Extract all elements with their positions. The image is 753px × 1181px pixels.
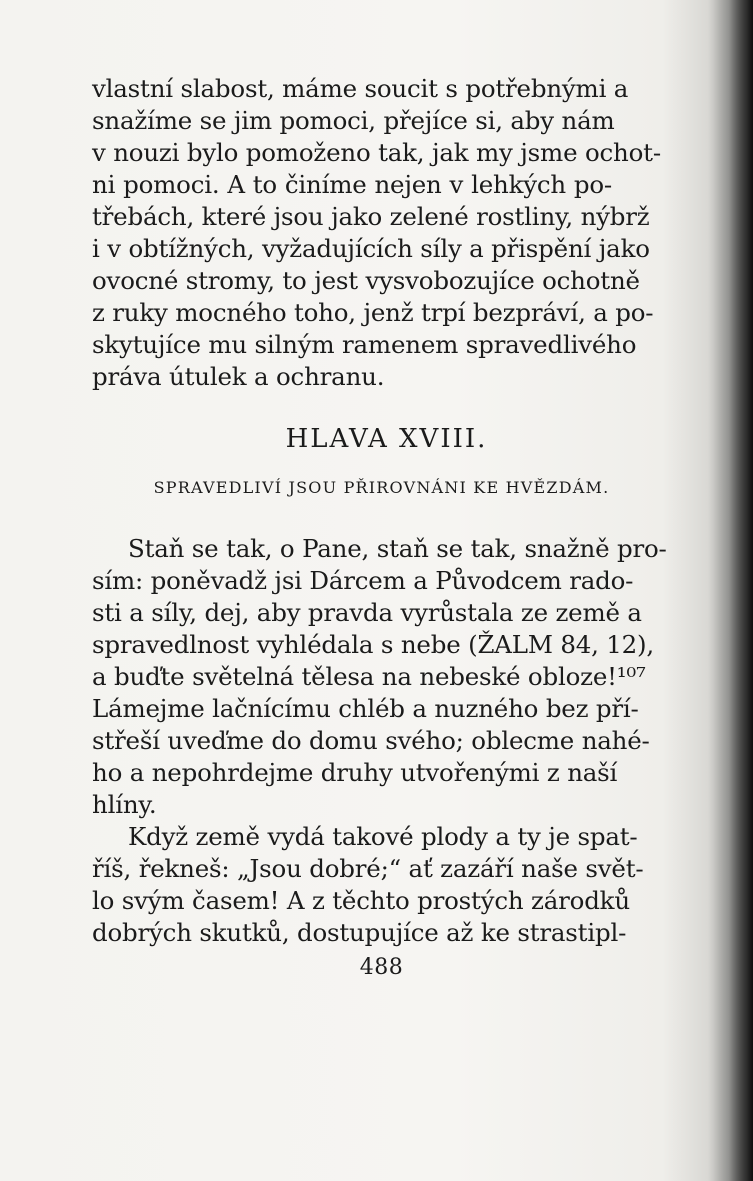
text-line: ni pomoci. A to činíme nejen v lehkých po-	[92, 170, 612, 199]
text-line: říš, řekneš: „Jsou dobré;“ ať zazáří naše svět-	[92, 854, 644, 883]
text-line: lo svým časem! A z těchto prostých zárodků	[92, 886, 630, 915]
chapter-subtitle: SPRAVEDLIVÍ JSOU PŘIROVNÁNI KE HVĚZDÁM.	[153, 478, 610, 497]
text-line: ovocné stromy, to jest vysvobozujíce ochotně	[92, 266, 640, 295]
text-line: třebách, které jsou jako zelené rostliny, nýbrž	[92, 202, 650, 231]
text-line: dobrých skutků, dostupujíce až ke strastipl-	[92, 918, 627, 947]
page-number: 488	[359, 955, 404, 980]
text-line: Staň se tak, o Pane, staň se tak, snažně pro-	[128, 534, 667, 563]
text-line: vlastní slabost, máme soucit s potřebnými a	[92, 74, 629, 103]
text-line: v nouzi bylo pomoženo tak, jak my jsme ochot-	[92, 138, 661, 167]
text-line: skytujíce mu silným ramenem spravedlivého	[92, 330, 637, 359]
chapter-title: HLAVA XVIII.	[285, 424, 488, 454]
text-line: hlíny.	[92, 790, 157, 819]
text-line: sti a síly, dej, aby pravda vyrůstala ze země a	[92, 598, 642, 627]
text-line: střeší uveďme do domu svého; oblecme nahé-	[92, 726, 650, 755]
text-line: sím: poněvadž jsi Dárcem a Původcem rado-	[92, 566, 634, 595]
text-line: Když země vydá takové plody a ty je spat-	[128, 822, 638, 851]
text-line: z ruky mocného toho, jenž trpí bezpráví, a po-	[92, 298, 654, 327]
text-line: a buďte světelná tělesa na nebeské obloze!¹⁰⁷	[92, 662, 646, 691]
text-line: i v obtížných, vyžadujících síly a přispění jako	[92, 234, 650, 263]
binding-shadow	[713, 0, 753, 1181]
text-line: spravedlnost vyhlédala s nebe (ŽALM 84, 12),	[92, 630, 654, 659]
text-line: ho a nepohrdejme druhy utvořenými z naší	[92, 758, 618, 787]
text-line: Lámejme lačnícímu chléb a nuzného bez pří-	[92, 694, 639, 723]
text-line: snažíme se jim pomoci, přejíce si, aby nám	[92, 106, 615, 135]
text-line: práva útulek a ochranu.	[92, 362, 385, 391]
